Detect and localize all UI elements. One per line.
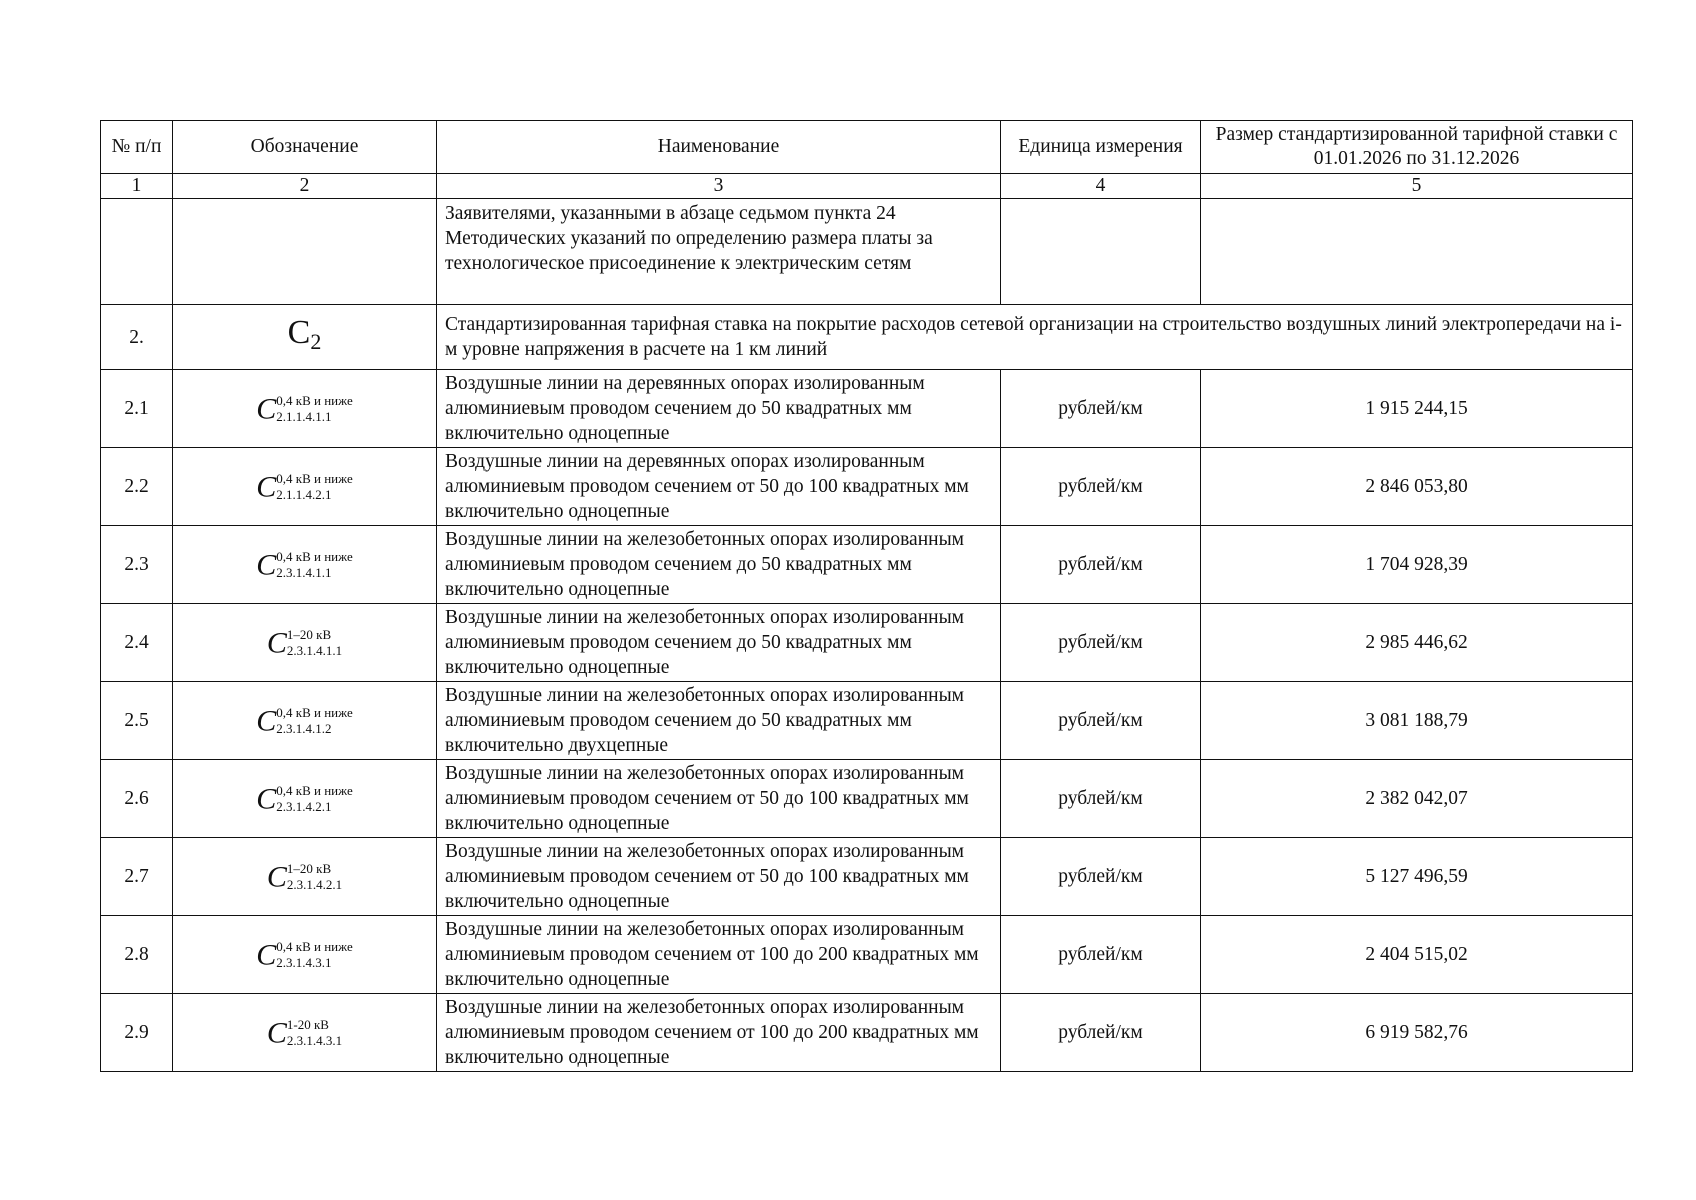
table-row: [101, 526, 1633, 604]
continuation-rate: [1201, 199, 1633, 305]
row-value: 1 704 928,39: [1201, 526, 1633, 604]
tariff-symbol: [267, 862, 342, 892]
section-text: Стандартизированная тарифная ставка на покрытие расходов сетевой организации на строительство воздушных линий электропередачи на i-м уровне напряжения в расчете на 1 км линий: [437, 305, 1633, 370]
row-symbol: [173, 604, 437, 682]
tariff-symbol: [256, 472, 352, 502]
header-unit: Единица измерения: [1001, 121, 1201, 174]
symbol-superscript: 0,4 кВ и ниже: [276, 392, 353, 408]
row-number: 2.2: [101, 448, 173, 526]
header-designation: Обозначение: [173, 121, 437, 174]
row-name: Воздушные линии на деревянных опорах изолированным алюминиевым проводом сечением от 50 до 100 квадратных мм включительно одноцепные: [437, 448, 1001, 526]
symbol-subscript: 2.3.1.4.2.1: [286, 876, 343, 892]
row-value: 2 382 042,07: [1201, 760, 1633, 838]
header-name: Наименование: [437, 121, 1001, 174]
row-number: 2.1: [101, 370, 173, 448]
continuation-unit: [1001, 199, 1201, 305]
symbol-superscript: 0,4 кВ и ниже: [276, 470, 353, 486]
row-number: 2.6: [101, 760, 173, 838]
header-no: № п/п: [101, 121, 173, 174]
row-value: 5 127 496,59: [1201, 838, 1633, 916]
row-unit: рублей/км: [1001, 682, 1201, 760]
tariff-symbol: [256, 394, 352, 424]
row-number: 2.9: [101, 994, 173, 1072]
row-value: 2 404 515,02: [1201, 916, 1633, 994]
row-value: 2 846 053,80: [1201, 448, 1633, 526]
symbol-subscript: 2.3.1.4.3.1: [286, 1032, 343, 1048]
symbol-base: C: [256, 392, 277, 425]
tariff-symbol: [267, 628, 342, 658]
row-value: 2 985 446,62: [1201, 604, 1633, 682]
symbol-subscript: 2.3.1.4.2.1: [276, 798, 332, 814]
header-row: [101, 121, 1633, 174]
symbol-superscript: 0,4 кВ и ниже: [276, 938, 353, 954]
symbol-superscript: 0,4 кВ и ниже: [276, 548, 353, 564]
column-number: 5: [1201, 174, 1633, 199]
row-unit: рублей/км: [1001, 604, 1201, 682]
tariff-symbol: [256, 706, 352, 736]
symbol-base: C: [266, 860, 287, 893]
symbol-subscript: 2.3.1.4.1.1: [286, 642, 343, 658]
symbol-superscript: 1–20 кВ: [286, 626, 332, 642]
row-unit: рублей/км: [1001, 838, 1201, 916]
row-number: 2.3: [101, 526, 173, 604]
continuation-no: [101, 199, 173, 305]
table-row: [101, 994, 1633, 1072]
tariff-symbol: [267, 1018, 342, 1048]
continuation-text: Заявителями, указанными в абзаце седьмом пункта 24 Методических указаний по определению размера платы за технологическое присоединение к электрическим сетям: [437, 199, 1001, 305]
row-value: 6 919 582,76: [1201, 994, 1633, 1072]
table-row: [101, 760, 1633, 838]
section-symbol-sub: 2: [310, 329, 322, 354]
column-number: 4: [1001, 174, 1201, 199]
row-number: 2.8: [101, 916, 173, 994]
row-symbol: [173, 994, 437, 1072]
row-name: Воздушные линии на железобетонных опорах изолированным алюминиевым проводом сечением до 50 квадратных мм включительно одноцепные: [437, 526, 1001, 604]
column-number: 1: [101, 174, 173, 199]
section-no: 2.: [101, 305, 173, 370]
row-unit: рублей/км: [1001, 448, 1201, 526]
row-symbol: [173, 916, 437, 994]
symbol-base: C: [266, 626, 287, 659]
row-symbol: [173, 370, 437, 448]
column-number: 2: [173, 174, 437, 199]
row-number: 2.5: [101, 682, 173, 760]
row-unit: рублей/км: [1001, 994, 1201, 1072]
continuation-designation: [173, 199, 437, 305]
symbol-base: C: [256, 782, 277, 815]
tariff-symbol: [256, 784, 352, 814]
table-row: [101, 838, 1633, 916]
tariff-symbol: [256, 940, 352, 970]
symbol-subscript: 2.1.1.4.1.1: [276, 408, 332, 424]
row-unit: рублей/км: [1001, 916, 1201, 994]
section-row: [101, 305, 1633, 370]
symbol-base: C: [266, 1016, 287, 1049]
header-rate: Размер стандартизированной тарифной ставки с 01.01.2026 по 31.12.2026: [1201, 121, 1633, 174]
row-unit: рублей/км: [1001, 760, 1201, 838]
table-row: [101, 682, 1633, 760]
symbol-subscript: 2.3.1.4.1.1: [276, 564, 332, 580]
symbol-base: C: [256, 548, 277, 581]
row-name: Воздушные линии на железобетонных опорах изолированным алюминиевым проводом сечением от 50 до 100 квадратных мм включительно одноцепные: [437, 838, 1001, 916]
tariff-table: [100, 120, 1633, 1072]
row-symbol: [173, 448, 437, 526]
symbol-subscript: 2.1.1.4.2.1: [276, 486, 332, 502]
tariff-symbol: [256, 550, 352, 580]
symbol-base: C: [256, 470, 277, 503]
section-symbol-base: C: [287, 314, 311, 351]
table-row: [101, 370, 1633, 448]
row-name: Воздушные линии на железобетонных опорах изолированным алюминиевым проводом сечением до 50 квадратных мм включительно одноцепные: [437, 604, 1001, 682]
row-name: Воздушные линии на деревянных опорах изолированным алюминиевым проводом сечением до 50 квадратных мм включительно одноцепные: [437, 370, 1001, 448]
row-unit: рублей/км: [1001, 526, 1201, 604]
table-row: [101, 916, 1633, 994]
row-name: Воздушные линии на железобетонных опорах изолированным алюминиевым проводом сечением от 50 до 100 квадратных мм включительно одноцепные: [437, 760, 1001, 838]
section-symbol: [173, 305, 437, 370]
row-symbol: [173, 838, 437, 916]
row-symbol: [173, 760, 437, 838]
row-name: Воздушные линии на железобетонных опорах изолированным алюминиевым проводом сечением от 100 до 200 квадратных мм включительно одноцепные: [437, 916, 1001, 994]
symbol-base: C: [256, 704, 277, 737]
row-name: Воздушные линии на железобетонных опорах изолированным алюминиевым проводом сечением до 50 квадратных мм включительно двухцепные: [437, 682, 1001, 760]
column-number-row: [101, 174, 1633, 199]
row-unit: рублей/км: [1001, 370, 1201, 448]
symbol-subscript: 2.3.1.4.3.1: [276, 954, 332, 970]
row-number: 2.7: [101, 838, 173, 916]
row-value: 3 081 188,79: [1201, 682, 1633, 760]
symbol-subscript: 2.3.1.4.1.2: [276, 720, 332, 736]
symbol-superscript: 0,4 кВ и ниже: [276, 704, 353, 720]
continuation-row: [101, 199, 1633, 305]
symbol-base: C: [256, 938, 277, 971]
symbol-superscript: 1–20 кВ: [286, 860, 332, 876]
column-number: 3: [437, 174, 1001, 199]
table-row: [101, 448, 1633, 526]
symbol-superscript: 0,4 кВ и ниже: [276, 782, 353, 798]
table-row: [101, 604, 1633, 682]
row-symbol: [173, 526, 437, 604]
rate-rows: [101, 370, 1633, 1072]
row-name: Воздушные линии на железобетонных опорах изолированным алюминиевым проводом сечением от 100 до 200 квадратных мм включительно одноцепные: [437, 994, 1001, 1072]
row-number: 2.4: [101, 604, 173, 682]
symbol-superscript: 1-20 кВ: [286, 1016, 329, 1032]
row-value: 1 915 244,15: [1201, 370, 1633, 448]
row-symbol: [173, 682, 437, 760]
